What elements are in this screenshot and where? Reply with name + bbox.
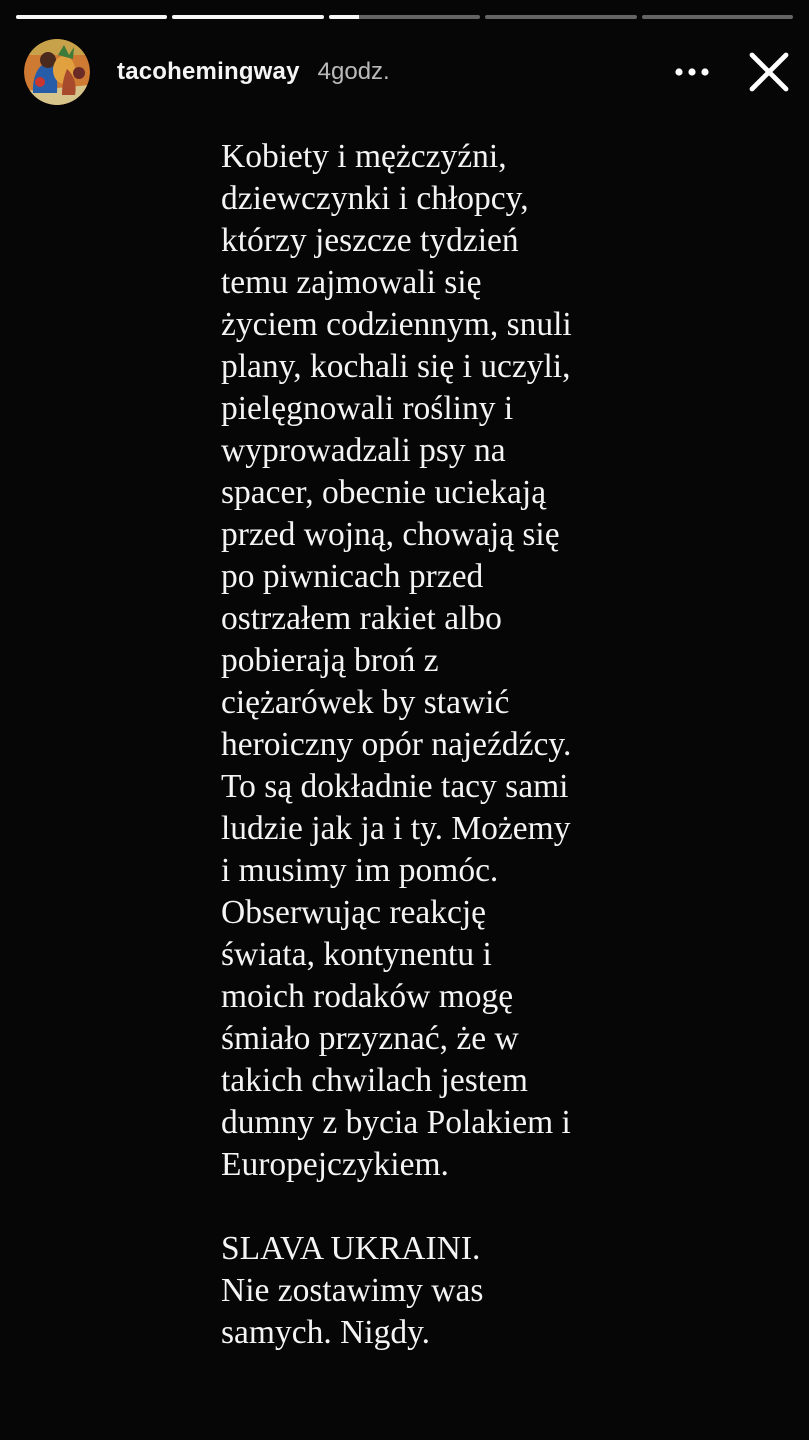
text-line: plany, kochali się i uczyli, xyxy=(221,348,571,385)
story-progress-segment xyxy=(172,15,323,19)
text-line: pobierają broń z xyxy=(221,642,439,679)
text-line: przed wojną, chowają się xyxy=(221,516,560,553)
paragraph-gap xyxy=(221,1186,651,1228)
text-line: śmiało przyznać, że w xyxy=(221,1020,519,1057)
story-progress-segment xyxy=(642,15,793,19)
text-line: takich chwilach jestem xyxy=(221,1062,528,1099)
text-line: dumny z bycia Polakiem i xyxy=(221,1104,571,1141)
text-line: Kobiety i mężczyźni, xyxy=(221,138,507,175)
text-line: temu zajmowali się xyxy=(221,264,482,301)
text-line: SLAVA UKRAINI. xyxy=(221,1230,481,1267)
text-line: życiem codziennym, snuli xyxy=(221,306,572,343)
close-icon xyxy=(748,51,790,93)
story-progress-bar xyxy=(16,15,793,20)
more-horizontal-icon xyxy=(674,67,710,77)
text-line: To są dokładnie tacy sami xyxy=(221,768,569,805)
profile-avatar-image xyxy=(24,39,90,105)
text-line: Obserwując reakcję xyxy=(221,894,487,931)
text-line: ciężarówek by stawić xyxy=(221,684,510,721)
story-paragraph-1 xyxy=(221,136,651,1186)
story-progress-segment xyxy=(485,15,636,19)
text-line: pielęgnowali rośliny i xyxy=(221,390,514,427)
text-line: wyprowadzali psy na xyxy=(221,432,506,469)
text-line: ludzie jak ja i ty. Możemy xyxy=(221,810,571,847)
text-line: moich rodaków mogę xyxy=(221,978,514,1015)
story-progress-segment xyxy=(329,15,480,19)
text-line: i musimy im pomóc. xyxy=(221,852,499,889)
story-paragraph-2 xyxy=(221,1228,651,1354)
story-header xyxy=(24,39,794,105)
text-line: którzy jeszcze tydzień xyxy=(221,222,519,259)
text-line: świata, kontynentu i xyxy=(221,936,492,973)
post-time: 4godz. xyxy=(317,58,390,85)
text-line: Europejczykiem. xyxy=(221,1146,449,1183)
username[interactable]: tacohemingway xyxy=(117,58,300,85)
text-line: ostrzałem rakiet albo xyxy=(221,600,502,637)
text-line: dziewczynki i chłopcy, xyxy=(221,180,529,217)
text-line: samych. Nigdy. xyxy=(221,1314,431,1351)
more-options-button[interactable] xyxy=(670,50,714,94)
close-button[interactable] xyxy=(744,47,794,97)
story-text xyxy=(221,136,651,1354)
avatar[interactable] xyxy=(24,39,90,105)
story-progress-segment xyxy=(16,15,167,19)
text-line: Nie zostawimy was xyxy=(221,1272,484,1309)
text-line: spacer, obecnie uciekają xyxy=(221,474,547,511)
text-line: po piwnicach przed xyxy=(221,558,484,595)
text-line: heroiczny opór najeźdźcy. xyxy=(221,726,572,763)
